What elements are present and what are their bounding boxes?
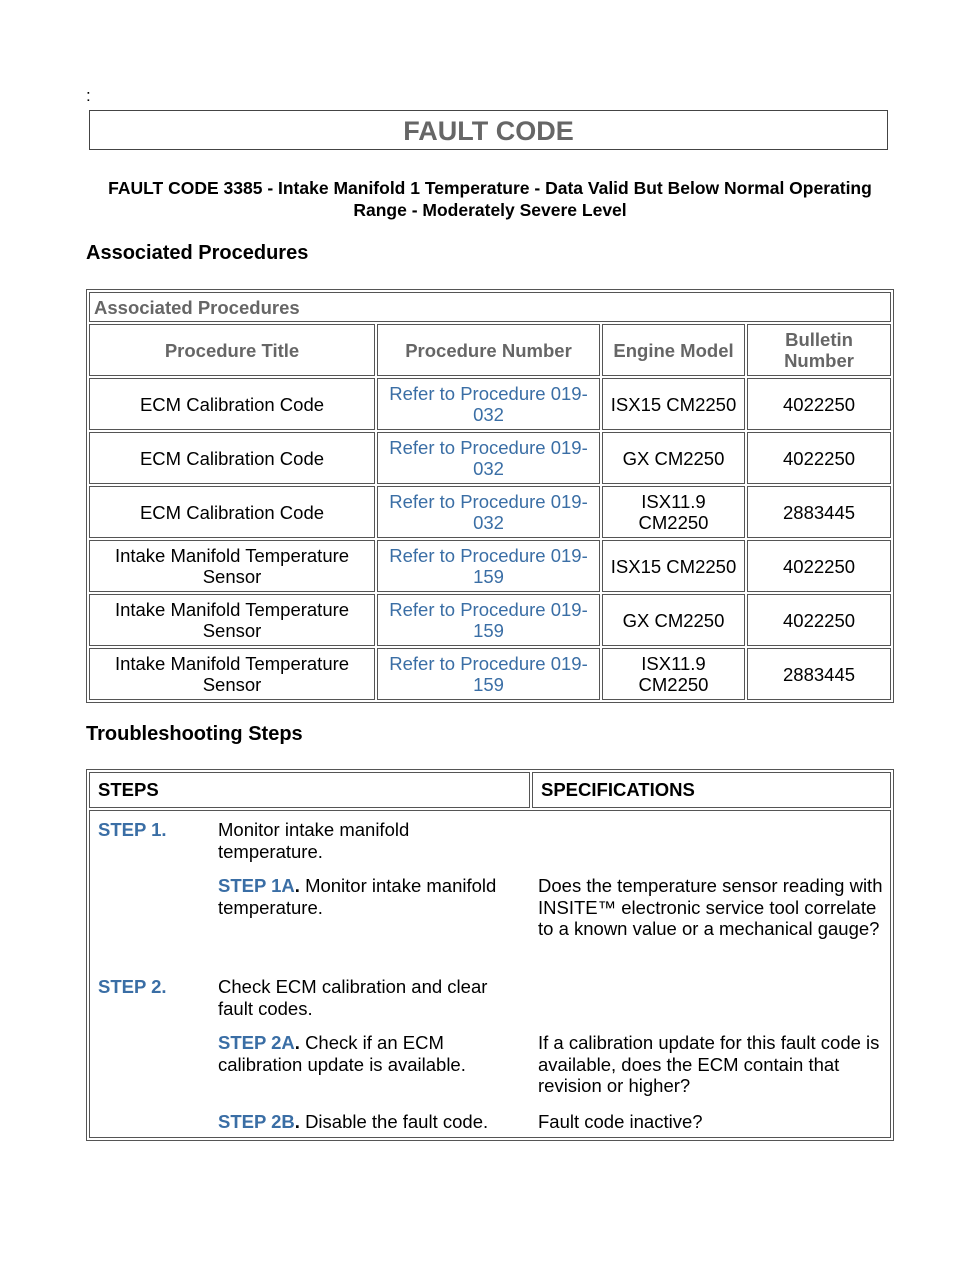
procedure-title-cell: ECM Calibration Code	[89, 486, 375, 538]
troubleshooting-steps-heading: Troubleshooting Steps	[86, 723, 303, 745]
procedure-link[interactable]: Refer to Procedure 019-159	[377, 594, 600, 646]
column-header-procedure-number: Procedure Number	[377, 324, 600, 376]
fault-code-subtitle: FAULT CODE 3385 - Intake Manifold 1 Temperature - Data Valid But Below Normal Operating Range - Moderately Severe Level	[108, 178, 872, 220]
step-1-link[interactable]: STEP 1.	[98, 819, 167, 840]
leading-colon: :	[86, 86, 91, 105]
procedure-link[interactable]: Refer to Procedure 019-032	[377, 486, 600, 538]
step-2-link[interactable]: STEP 2.	[98, 976, 167, 997]
table-header-row	[89, 324, 891, 376]
step-2-text: Check ECM calibration and clear fault codes.	[218, 976, 488, 1019]
column-header-procedure-title: Procedure Title	[89, 324, 375, 376]
step-2a-link[interactable]: STEP 2A	[218, 1032, 295, 1053]
step-2b-link[interactable]: STEP 2B	[218, 1111, 295, 1132]
table-row	[89, 432, 891, 484]
steps-body	[89, 810, 891, 1138]
step-2a-text-block: STEP 2A. Check if an ECM calibration update is available.	[218, 1032, 466, 1075]
bulletin-number-cell: 2883445	[747, 648, 891, 700]
engine-model-cell: ISX11.9 CM2250	[602, 648, 745, 700]
step-2b-text-block: STEP 2B. Disable the fault code.	[218, 1111, 489, 1132]
table-row	[89, 594, 891, 646]
table-row	[89, 540, 891, 592]
associated-procedures-heading: Associated Procedures	[86, 242, 309, 264]
table-caption: Associated Procedures	[89, 292, 891, 322]
engine-model-cell: ISX15 CM2250	[602, 378, 745, 430]
step-1a-link[interactable]: STEP 1A	[218, 875, 295, 896]
engine-model-cell: ISX11.9 CM2250	[602, 486, 745, 538]
procedure-link[interactable]: Refer to Procedure 019-159	[377, 648, 600, 700]
table-row	[89, 648, 891, 700]
bulletin-number-cell: 4022250	[747, 432, 891, 484]
procedure-title-cell: Intake Manifold Temperature Sensor	[89, 594, 375, 646]
step-1a-specification: Does the temperature sensor reading with INSITE™ electronic service tool correlate to a known value or a mechanical gauge?	[538, 875, 883, 939]
column-header-steps: STEPS	[89, 772, 530, 808]
procedure-title-cell: ECM Calibration Code	[89, 378, 375, 430]
bulletin-number-cell: 4022250	[747, 378, 891, 430]
step-1-text: Monitor intake manifold temperature.	[218, 819, 410, 862]
troubleshooting-steps-table	[86, 769, 894, 1141]
bulletin-number-cell: 4022250	[747, 594, 891, 646]
step-2a-text: Check if an ECM calibration update is available.	[218, 1032, 466, 1075]
step-1a-text-block: STEP 1A. Monitor intake manifold temperature.	[218, 875, 497, 918]
procedure-title-cell: Intake Manifold Temperature Sensor	[89, 540, 375, 592]
procedure-link[interactable]: Refer to Procedure 019-032	[377, 378, 600, 430]
step-2b-specification: Fault code inactive?	[538, 1111, 703, 1132]
procedure-title-cell: ECM Calibration Code	[89, 432, 375, 484]
table-row	[89, 378, 891, 430]
column-header-engine-model: Engine Model	[602, 324, 745, 376]
step-2a-specification: If a calibration update for this fault code is available, does the ECM contain that revision or higher?	[538, 1032, 880, 1096]
table-header-row	[89, 772, 891, 808]
engine-model-cell: ISX15 CM2250	[602, 540, 745, 592]
bulletin-number-cell: 2883445	[747, 486, 891, 538]
associated-procedures-table	[86, 289, 894, 703]
step-1a-text: Monitor intake manifold temperature.	[218, 875, 497, 918]
table-row	[89, 486, 891, 538]
page-title: FAULT CODE	[89, 110, 888, 150]
column-header-specifications: SPECIFICATIONS	[532, 772, 891, 808]
column-header-bulletin-number: Bulletin Number	[747, 324, 891, 376]
step-2b-text: Disable the fault code.	[305, 1111, 489, 1132]
procedure-link[interactable]: Refer to Procedure 019-159	[377, 540, 600, 592]
procedure-title-cell: Intake Manifold Temperature Sensor	[89, 648, 375, 700]
engine-model-cell: GX CM2250	[602, 594, 745, 646]
procedure-link[interactable]: Refer to Procedure 019-032	[377, 432, 600, 484]
bulletin-number-cell: 4022250	[747, 540, 891, 592]
engine-model-cell: GX CM2250	[602, 432, 745, 484]
